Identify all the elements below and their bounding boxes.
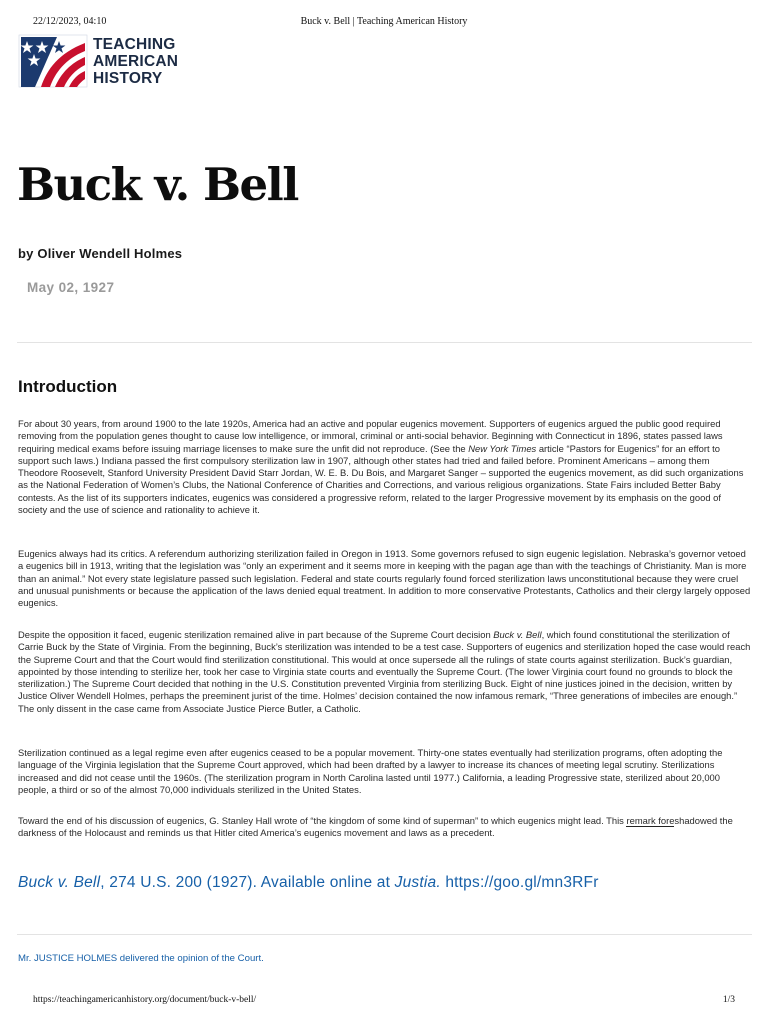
- print-timestamp: 22/12/2023, 04:10: [33, 16, 107, 27]
- page-number: 1/3: [722, 995, 735, 1005]
- divider: [17, 342, 752, 343]
- flag-stars-stripes-icon: [17, 33, 89, 91]
- logo-line-2: AMERICAN: [93, 53, 179, 70]
- intro-paragraph-2: Eugenics always had its critics. A referendum authorizing sterilization failed in Oregon in 1913. Some governors refused to sign eugenic legislation. Nebraska’s governor vetoed a eugenics bill in 1913, writing that the legislation was “only an experiment and it seems more in keeping with the pagan age than with the teachings of Christianity. Man is more than an animal.” Not every state legislature passed such legislation. Federal and state courts regularly found forced sterilization laws unconstitutional because they were cruel and unusual punishments or because the application of the laws denied equal treatment. In addition to more conservative Protestants, Catholics and their clergy largely opposed eugenics.: [18, 548, 751, 609]
- newspaper-title: New York Times: [468, 442, 537, 454]
- opinion-link[interactable]: Mr. JUSTICE HOLMES delivered the opinion of the Court.: [18, 953, 264, 964]
- intro-paragraph-3: Despite the opposition it faced, eugenic sterilization remained alive in part because of the Supreme Court decision Buck v. Bell, which found constitutional the sterilization of Carrie Buck by the State of Virginia. From the beginning, Buck’s sterilization was intended to be a test case. Supporters of eugenics and sterilization hoped the case would reach the Supreme Court and that the Court would find sterilization constitutional. This would at once supersede all the rulings of state courts against sterilization. Buck’s guardian, appointed by those intending to sterilize her, took her case to Virginia state courts and eventually the Supreme Court. (The lower Virginia court found no grounds to block the sterilization.) The Supreme Court decided that nothing in the U.S. Constitution prevented Virginia from sterilizing Buck. Eight of nine justices joined in the decision, written by Justice Oliver Wendell Holmes, perhaps the preeminent jurist of the time. Holmes’ decision contained the now infamous remark, “Three generations of imbeciles are enough.” The only dissent in the case came from Associate Justice Pierce Butler, a Catholic.: [18, 629, 751, 714]
- citation-url[interactable]: https://goo.gl/mn3RFr: [440, 874, 599, 891]
- page-title: Buck v. Bell: [17, 158, 298, 211]
- citation-source: Justia.: [394, 874, 441, 891]
- publication-date: May 02, 1927: [27, 280, 115, 295]
- print-footer: [0, 995, 768, 1009]
- logo-line-1: TEACHING: [93, 36, 176, 53]
- logo-line-3: HISTORY: [93, 70, 163, 87]
- intro-paragraph-5: Toward the end of his discussion of eugenics, G. Stanley Hall wrote of “the kingdom of some kind of superman” to which eugenics might lead. This remark foreshadowed the darkness of the Holocaust and reminds us that Hitler cited America’s eugenics movement and laws as a precedent.: [18, 815, 733, 839]
- remark-link[interactable]: remark fore: [626, 815, 675, 826]
- intro-paragraph-4: Sterilization continued as a legal regime even after eugenics ceased to be a popular movement. Thirty-one states eventually had sterilization programs, often adopting the language of the Virginia legislation that the Supreme Court approved, which had been drafted by a lawyer to increase its chances of meeting legal scrutiny. Sterilizations increased and did not cease until the 1960s. (The sterilization program in North Carolina lasted until 1977.) California, a leading Progressive state, sterilized about 20,000 people, a third or so of the almost 70,000 individuals sterilized in the United States.: [18, 747, 723, 795]
- citation-case: Buck v. Bell: [18, 874, 101, 891]
- byline: by Oliver Wendell Holmes: [18, 246, 183, 261]
- case-name: Buck v. Bell: [493, 629, 542, 640]
- citation[interactable]: Buck v. Bell, 274 U.S. 200 (1927). Available online at Justia. https://goo.gl/mn3RFr: [18, 874, 599, 891]
- print-header: [0, 16, 768, 30]
- site-logo[interactable]: [17, 33, 207, 91]
- print-page-title: Buck v. Bell | Teaching American History: [300, 16, 468, 27]
- divider: [17, 934, 752, 935]
- introduction-heading: Introduction: [18, 377, 118, 396]
- intro-paragraph-1: For about 30 years, from around 1900 to the late 1920s, America had an active and popular eugenics movement. Supporters of eugenics argued the public good required removing from the population genes thought to cause low intelligence, or immoral, criminal or anti-social behavior. Beginning with Connecticut in 1896, states passed laws requiring medical exams before issuing marriage licenses to make sure the unfit did not reproduce. (See the New York Times article “Pastors for Eugenics” for an effort to support such laws.) Indiana passed the first compulsory sterilization law in 1907, although other states had tried and failed before. Prominent Americans – among them Theodore Roosevelt, Stanford University President David Starr Jordan, W. E. B. Du Bois, and Margaret Sanger – supported the eugenics movement, as did such organizations as the National Federation of Women’s Clubs, the National Conference of Charities and Corrections, and various religious organizations. State Fairs included Better Baby contests. As the list of its supporters indicates, eugenics was considered a progressive reform, related to the larger Progressive movement by its emphasis on the good of society and the use of science and rationality to achieve it.: [18, 418, 744, 516]
- print-url: https://teachingamericanhistory.org/document/buck-v-bell/: [33, 995, 257, 1005]
